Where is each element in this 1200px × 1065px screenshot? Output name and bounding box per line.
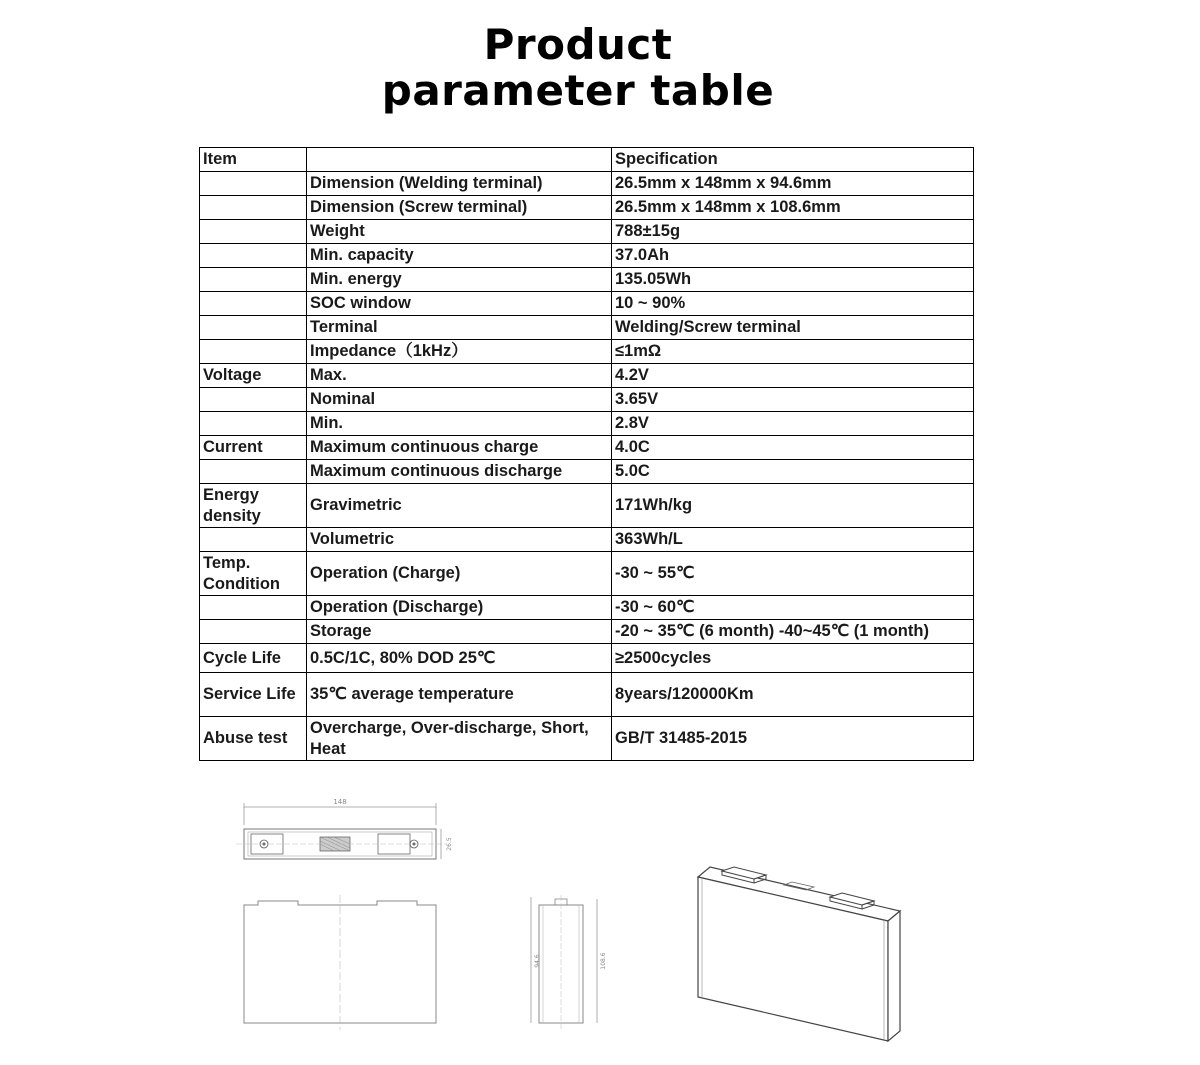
row-sub: Gravimetric <box>307 484 612 528</box>
row-sub: Min. capacity <box>307 244 612 268</box>
table-row <box>200 596 974 620</box>
cell-side-view-drawing <box>525 895 610 1030</box>
row-spec: 4.2V <box>612 364 974 388</box>
row-item <box>200 268 307 292</box>
row-spec: 4.0C <box>612 436 974 460</box>
cell-top-view-drawing <box>236 795 456 870</box>
side-view-outer-dimension: 108.6 <box>600 952 607 970</box>
row-item <box>200 460 307 484</box>
row-spec: 363Wh/L <box>612 528 974 552</box>
row-sub: Max. <box>307 364 612 388</box>
row-item: Temp. Condition <box>200 552 307 596</box>
row-spec: 26.5mm x 148mm x 94.6mm <box>612 172 974 196</box>
row-spec: -30 ~ 60℃ <box>612 596 974 620</box>
row-spec: -30 ~ 55℃ <box>612 552 974 596</box>
table-row <box>200 528 974 552</box>
table-row <box>200 172 974 196</box>
row-sub: Maximum continuous charge <box>307 436 612 460</box>
row-sub: Min. energy <box>307 268 612 292</box>
row-item <box>200 620 307 644</box>
table-row <box>200 388 974 412</box>
row-sub: Nominal <box>307 388 612 412</box>
row-item <box>200 596 307 620</box>
row-sub: Operation (Discharge) <box>307 596 612 620</box>
cell-front-view-drawing <box>240 895 440 1030</box>
top-view-side-dimension: 26.5 <box>446 837 453 851</box>
title-line-1: Product <box>483 20 673 69</box>
row-item <box>200 220 307 244</box>
row-item: Energy density <box>200 484 307 528</box>
row-spec: -20 ~ 35℃ (6 month) -40~45℃ (1 month) <box>612 620 974 644</box>
row-item <box>200 172 307 196</box>
table-row <box>200 552 974 596</box>
table-row <box>200 717 974 761</box>
table-row <box>200 364 974 388</box>
row-sub: SOC window <box>307 292 612 316</box>
row-item <box>200 528 307 552</box>
row-spec: 135.05Wh <box>612 268 974 292</box>
title-line-2: parameter table <box>381 66 775 115</box>
row-sub: Impedance（1kHz） <box>307 340 612 364</box>
row-sub: Min. <box>307 412 612 436</box>
row-spec: 171Wh/kg <box>612 484 974 528</box>
row-spec: Welding/Screw terminal <box>612 316 974 340</box>
row-item <box>200 196 307 220</box>
table-row <box>200 673 974 717</box>
table-row <box>200 244 974 268</box>
row-spec: 8years/120000Km <box>612 673 974 717</box>
row-item: Abuse test <box>200 717 307 761</box>
row-spec: 5.0C <box>612 460 974 484</box>
row-item <box>200 340 307 364</box>
row-item <box>200 244 307 268</box>
header-item: Item <box>200 148 307 172</box>
table-row <box>200 620 974 644</box>
table-row <box>200 460 974 484</box>
table-row <box>200 412 974 436</box>
table-row <box>200 436 974 460</box>
row-spec: 26.5mm x 148mm x 108.6mm <box>612 196 974 220</box>
header-spec: Specification <box>612 148 974 172</box>
row-item: Service Life <box>200 673 307 717</box>
cell-isometric-drawing <box>690 855 915 1045</box>
table-row <box>200 484 974 528</box>
row-sub: Volumetric <box>307 528 612 552</box>
row-spec: 3.65V <box>612 388 974 412</box>
row-spec: 37.0Ah <box>612 244 974 268</box>
table-row <box>200 292 974 316</box>
row-item: Voltage <box>200 364 307 388</box>
row-spec: ≥2500cycles <box>612 644 974 673</box>
top-view-dimension: 148 <box>333 798 347 806</box>
row-item: Current <box>200 436 307 460</box>
table-row <box>200 644 974 673</box>
row-spec: 2.8V <box>612 412 974 436</box>
row-sub: Storage <box>307 620 612 644</box>
table-row <box>200 316 974 340</box>
table-row <box>200 340 974 364</box>
page-title <box>0 22 1156 114</box>
table-row <box>200 220 974 244</box>
row-item <box>200 412 307 436</box>
row-sub: Operation (Charge) <box>307 552 612 596</box>
row-spec: ≤1mΩ <box>612 340 974 364</box>
row-sub: Terminal <box>307 316 612 340</box>
table-row <box>200 268 974 292</box>
row-sub: 35℃ average temperature <box>307 673 612 717</box>
row-item <box>200 388 307 412</box>
row-item <box>200 292 307 316</box>
row-item <box>200 316 307 340</box>
row-spec: 788±15g <box>612 220 974 244</box>
row-sub: Maximum continuous discharge <box>307 460 612 484</box>
table-row <box>200 196 974 220</box>
row-spec: 10 ~ 90% <box>612 292 974 316</box>
parameter-table <box>199 147 974 761</box>
row-sub: Weight <box>307 220 612 244</box>
row-sub: Overcharge, Over-discharge, Short, Heat <box>307 717 612 761</box>
row-sub: 0.5C/1C, 80% DOD 25℃ <box>307 644 612 673</box>
row-item: Cycle Life <box>200 644 307 673</box>
row-sub: Dimension (Screw terminal) <box>307 196 612 220</box>
side-view-inner-dimension: 94.6 <box>534 954 541 968</box>
row-spec: GB/T 31485-2015 <box>612 717 974 761</box>
row-sub: Dimension (Welding terminal) <box>307 172 612 196</box>
table-header-row <box>200 148 974 172</box>
header-sub <box>307 148 612 172</box>
